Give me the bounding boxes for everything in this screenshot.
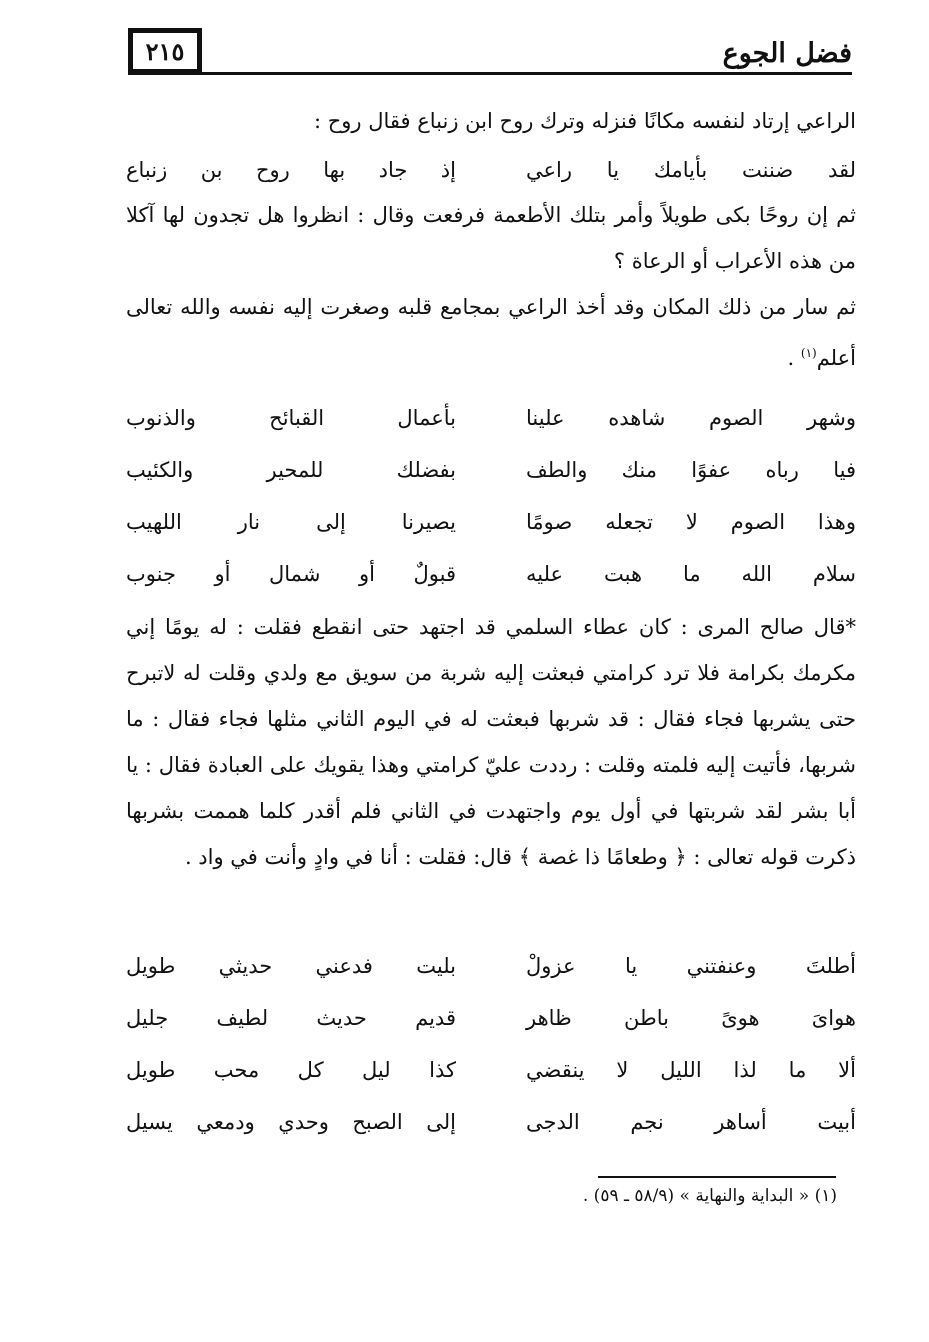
prose-text: ثم سار من ذلك المكان وقد أخذ الراعي بمجامع قلبه وصغرت إليه نفسه والله تعالى أعلم	[126, 295, 856, 370]
verse-block-1	[126, 392, 856, 600]
page-header	[128, 28, 852, 78]
prose-paragraph-4	[126, 604, 856, 880]
header-rule	[128, 72, 852, 75]
verse-right-hemistich: وهذا الصوم لا تجعله صومًا	[526, 510, 856, 534]
verse-line	[126, 940, 856, 992]
footnote-reference: (١)	[800, 346, 817, 360]
verse-right-hemistich: سلام الله ما هبت عليه	[526, 562, 856, 586]
verse-left-hemistich: بفضلك للمحير والكئيب	[126, 458, 456, 482]
verse-left-hemistich: قديم حديث لطيف جليل	[126, 1006, 456, 1030]
verse-right-hemistich: أبيت أساهر نجم الدجى	[526, 1110, 856, 1134]
prose-text: ثم إن روحًا بكى طويلاً وأمر بتلك الأطعمة فرفعت وقال : انظروا هل تجدون لها آكلا من هذه الأعراب أو الرعاة ؟	[126, 203, 856, 273]
verse-line	[126, 1044, 856, 1096]
verse-line	[126, 496, 856, 548]
verse-block-2	[126, 940, 856, 1148]
verse-left-hemistich: قبولٌ أو شمال أو جنوب	[126, 562, 456, 586]
verse-left-hemistich: بأعمال القبائح والذنوب	[126, 406, 456, 430]
verse-line	[126, 444, 856, 496]
verse-left-hemistich: بليت فدعني حديثي طويل	[126, 954, 456, 978]
verse-line	[126, 392, 856, 444]
verse-block-0	[126, 144, 856, 196]
prose-text: *قال صالح المرى : كان عطاء السلمي قد اجتهد حتى انقطع فقلت : له يومًا إني مكرمك بكرامة فلا ترد كرامتي فبعثت إليه شربة من سويق مع ولدي وقلت له لاتبرح حتى يشربها فجاء فقال : قد شربها فبعثت له في اليوم الثاني مثلها فجاء فقال : ما شربها، فأتيت إليه فلمته وقلت : رددت عليّ كرامتي وهذا يقويك على العبادة فقال : يا أبا بشر لقد شربتها في أول يوم واجتهدت في الثاني فلم أقدر كلما هممت بشربها ذكرت قوله تعالى : ﴿ وطعامًا ذا غصة ﴾ قال: فقلت : أنا في وادٍ وأنت في واد .	[126, 615, 856, 869]
verse-line	[126, 992, 856, 1044]
footnote: (١) « البداية والنهاية » (٥٨/٩ ـ ٥٩) .	[582, 1186, 837, 1206]
prose-paragraph-3: ثم سار من ذلك المكان وقد أخذ الراعي بمجامع قلبه وصغرت إليه نفسه والله تعالى أعلم$^{(١)}$ .	[126, 295, 856, 370]
verse-right-hemistich: أطلتَ وعنفتني يا عزولْ	[526, 954, 856, 978]
verse-right-hemistich: ألا ما لذا الليل لا ينقضي	[526, 1058, 856, 1082]
prose-paragraph-2	[126, 192, 856, 284]
verse-left-hemistich: كذا ليل كل محب طويل	[126, 1058, 456, 1082]
verse-right-hemistich: هواىَ هوىً باطن ظاهر	[526, 1006, 856, 1030]
verse-line	[126, 144, 856, 196]
verse-left-hemistich: يصيرنا إلى نار اللهيب	[126, 510, 456, 534]
verse-right-hemistich: فيا رباه عفوًا منك والطف	[526, 458, 856, 482]
prose-paragraph-1	[126, 98, 856, 144]
verse-left-hemistich: إذ جاد بها روح بن زنباع	[126, 158, 456, 182]
verse-right-hemistich: وشهر الصوم شاهده علينا	[526, 406, 856, 430]
verse-line	[126, 1096, 856, 1148]
verse-left-hemistich: إلى الصبح وحدي ودمعي يسيل	[126, 1110, 456, 1134]
footnote-rule	[598, 1176, 836, 1178]
verse-right-hemistich: لقد ضننت بأيامك يا راعي	[526, 158, 856, 182]
verse-line	[126, 548, 856, 600]
page-title: فضل الجوع	[722, 38, 852, 69]
page-number: ٢١٥	[128, 28, 202, 74]
prose-line: الراعي إرتاد لنفسه مكانًا فنزله وترك روح ابن زنباع فقال روح :	[313, 109, 856, 133]
